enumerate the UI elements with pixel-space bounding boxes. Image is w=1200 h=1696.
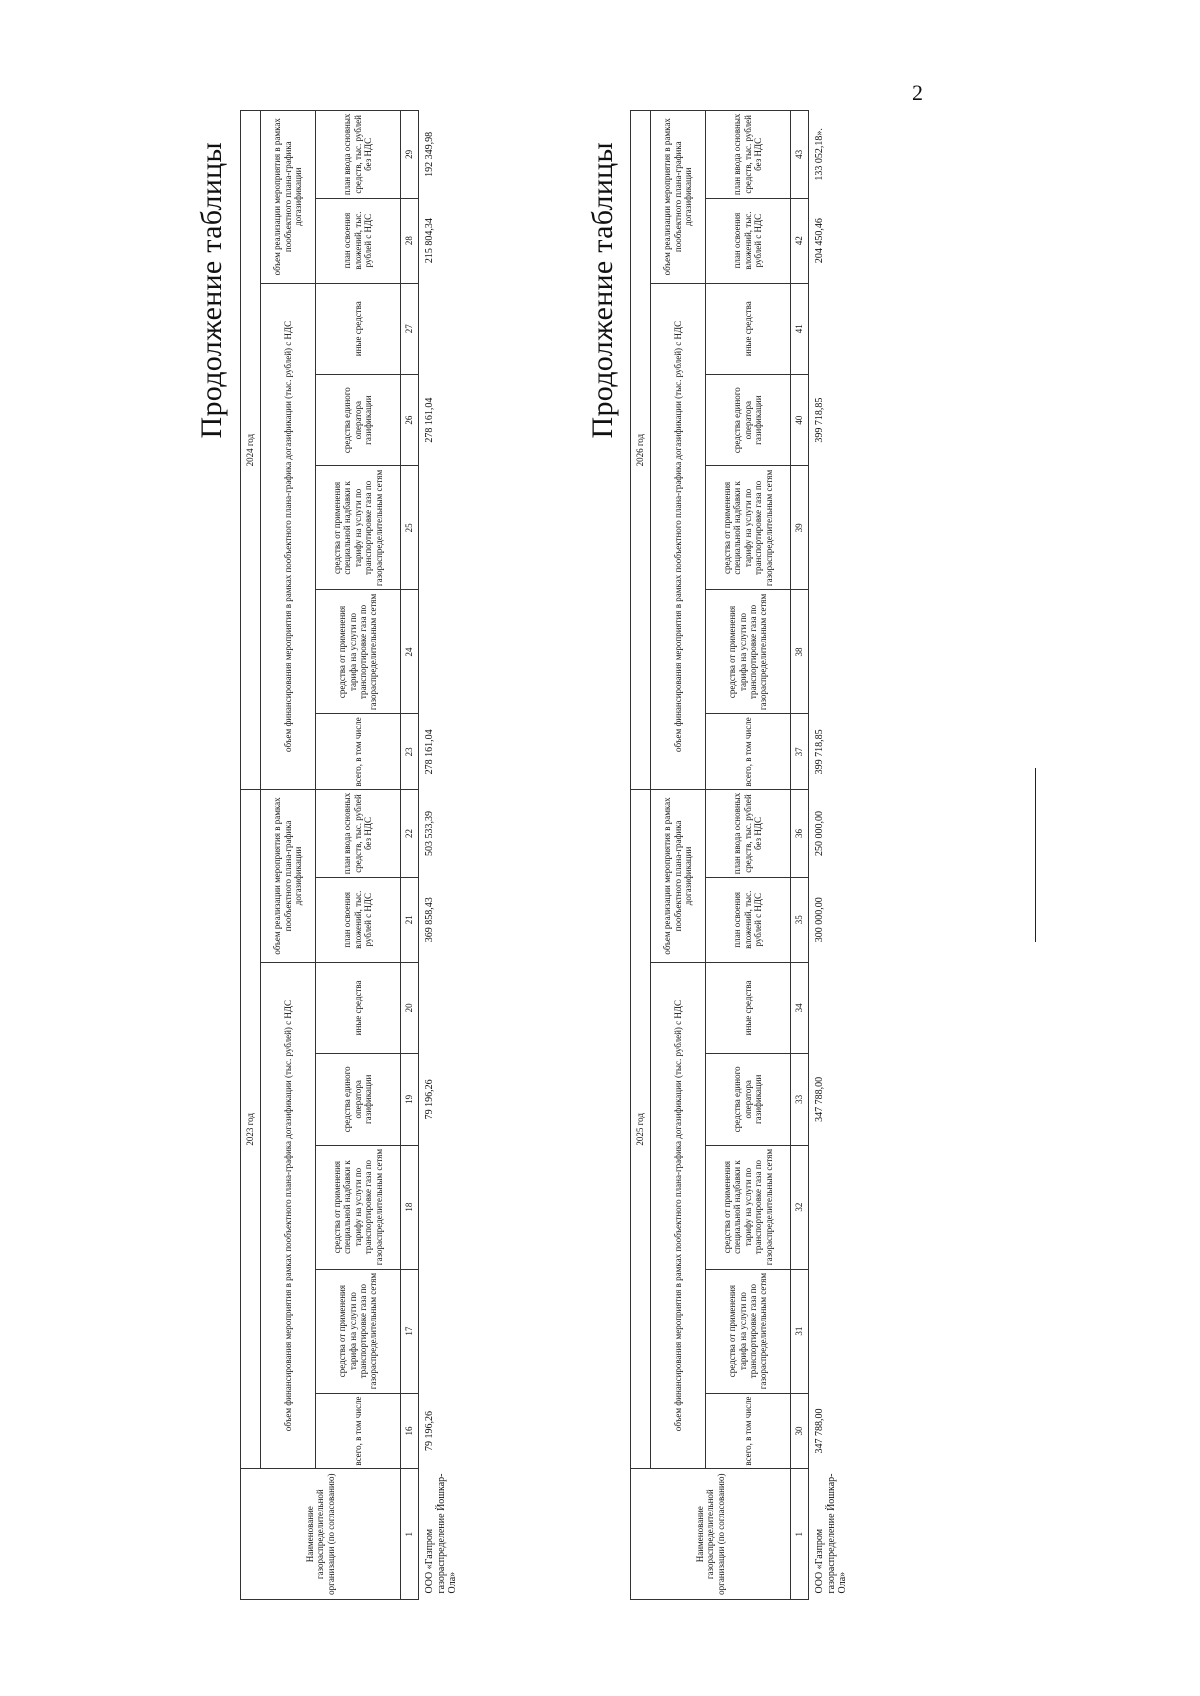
subheader-plan-assets: план ввода основных средств, тыс. рублей без НДС (316, 111, 401, 199)
value-cell (419, 283, 497, 374)
subheader-operator: средства единого оператора газификации (706, 1054, 791, 1145)
value-cell: 347 788,00 (814, 1076, 825, 1122)
value-cell (809, 283, 887, 374)
year-label: 2026 год (631, 111, 651, 790)
value-cell: 79 196,26 (424, 1411, 435, 1452)
financing-table-1 (240, 110, 496, 1600)
value-cell: 250 000,00 (814, 811, 825, 857)
value-cell: 79 196,26 (424, 1079, 435, 1120)
funding-header: объем финансирования мероприятия в рамках пообъектного плана-графика догазификации (тыс. рублей) с НДС (261, 283, 316, 790)
subheader-total: всего, в том числе (316, 714, 401, 790)
subheader-tariff: средства от применения тарифа на услуги по транспортировке газа по газораспределительным сетям (706, 1269, 791, 1393)
table-block-2 (630, 110, 970, 1600)
column-number: 41 (791, 283, 809, 374)
org-name: ООО «Газпром газораспределение Йошкар-Ола» (424, 1473, 458, 1594)
subheader-total: всего, в том числе (706, 714, 791, 790)
value-cell (809, 466, 887, 590)
column-number: 18 (401, 1145, 419, 1269)
subheader-operator: средства единого оператора газификации (316, 374, 401, 465)
org-name: ООО «Газпром газораспределение Йошкар-Ола» (814, 1473, 848, 1594)
subheader-tariff: средства от применения тарифа на услуги по транспортировке газа по газораспределительным сетям (706, 590, 791, 714)
column-number: 21 (401, 877, 419, 962)
value-cell (809, 962, 887, 1053)
volume-header: объем реализации мероприятия в рамках пообъектного плана-графика догазификации (651, 111, 706, 284)
funding-header: объем финансирования мероприятия в рамках пообъектного плана-графика догазификации (тыс. рублей) с НДС (651, 283, 706, 790)
column-number: 38 (791, 590, 809, 714)
volume-header: объем реализации мероприятия в рамках пообъектного плана-графика догазификации (651, 790, 706, 962)
column-number: 27 (401, 283, 419, 374)
subheader-plan-assets: план ввода основных средств, тыс. рублей без НДС (316, 790, 401, 878)
column-number: 20 (401, 962, 419, 1053)
column-number: 34 (791, 962, 809, 1053)
table-row (809, 111, 887, 1600)
subheader-special: средства от применения специальной надбавки к тарифу на услуги по транспортировке газа по газораспределительным сетям (316, 1145, 401, 1269)
year-label: 2024 год (241, 111, 261, 790)
subheader-plan-assets: план ввода основных средств, тыс. рублей без НДС (706, 790, 791, 878)
column-number: 24 (401, 590, 419, 714)
column-number: 36 (791, 790, 809, 878)
column-number: 1 (791, 1469, 809, 1600)
table-row (419, 111, 497, 1600)
value-cell (809, 1269, 887, 1393)
column-number: 42 (791, 198, 809, 283)
column-number: 29 (401, 111, 419, 199)
column-number: 1 (401, 1469, 419, 1600)
financing-table-2 (630, 110, 886, 1600)
subheader-total: всего, в том числе (316, 1393, 401, 1469)
value-cell: 192 349,98 (424, 131, 435, 177)
column-number: 32 (791, 1145, 809, 1269)
value-cell: 347 788,00 (814, 1408, 825, 1454)
column-number: 39 (791, 466, 809, 590)
value-cell: 278 161,04 (424, 397, 435, 443)
separator-line (1035, 768, 1036, 942)
value-cell (809, 1145, 887, 1269)
subheader-other: иные средства (316, 283, 401, 374)
subheader-tariff: средства от применения тарифа на услуги по транспортировке газа по газораспределительным сетям (316, 1269, 401, 1393)
value-cell (419, 1145, 497, 1269)
page-number: 2 (912, 80, 923, 105)
value-cell: 399 718,85 (814, 729, 825, 775)
value-cell: 204 450,46 (814, 218, 825, 264)
value-cell: 503 533,39 (424, 811, 435, 857)
org-header: Наименование газораспределительной организации (по согласованию) (241, 1469, 401, 1600)
value-cell: 215 804,34 (424, 218, 435, 264)
subheader-operator: средства единого оператора газификации (316, 1054, 401, 1145)
subheader-plan-assets: план ввода основных средств, тыс. рублей без НДС (706, 111, 791, 199)
subheader-other: иные средства (706, 283, 791, 374)
value-cell: 300 000,00 (814, 897, 825, 943)
subheader-special: средства от применения специальной надбавки к тарифу на услуги по транспортировке газа по газораспределительным сетям (316, 466, 401, 590)
column-number: 22 (401, 790, 419, 878)
column-number: 31 (791, 1269, 809, 1393)
subheader-plan-investment: план освоения вложений, тыс. рублей с НДС (706, 198, 791, 283)
subheader-total: всего, в том числе (706, 1393, 791, 1469)
column-number: 37 (791, 714, 809, 790)
value-cell: 278 161,04 (424, 729, 435, 775)
year-label: 2025 год (631, 790, 651, 1469)
column-number: 40 (791, 374, 809, 465)
column-number: 25 (401, 466, 419, 590)
subheader-plan-investment: план освоения вложений, тыс. рублей с НДС (706, 877, 791, 962)
column-number: 19 (401, 1054, 419, 1145)
column-number: 33 (791, 1054, 809, 1145)
value-cell: 133 052,18». (814, 128, 825, 181)
value-cell: 399 718,85 (814, 397, 825, 443)
column-number: 43 (791, 111, 809, 199)
subheader-tariff: средства от применения тарифа на услуги по транспортировке газа по газораспределительным сетям (316, 590, 401, 714)
subheader-other: иные средства (706, 962, 791, 1053)
subheader-plan-investment: план освоения вложений, тыс. рублей с НДС (316, 198, 401, 283)
column-number: 17 (401, 1269, 419, 1393)
funding-header: объем финансирования мероприятия в рамках пообъектного плана-графика догазификации (тыс. рублей) с НДС (651, 962, 706, 1469)
subheader-operator: средства единого оператора газификации (706, 374, 791, 465)
subheader-other: иные средства (316, 962, 401, 1053)
value-cell (419, 962, 497, 1053)
value-cell: 369 858,43 (424, 897, 435, 943)
value-cell (419, 590, 497, 714)
column-number: 16 (401, 1393, 419, 1469)
column-number: 28 (401, 198, 419, 283)
volume-header: объем реализации мероприятия в рамках пообъектного плана-графика догазификации (261, 790, 316, 962)
continuation-label-1: Продолжение таблицы (195, 141, 228, 439)
continuation-label-2-wrap (573, 80, 633, 500)
continuation-label-2: Продолжение таблицы (586, 141, 619, 439)
funding-header: объем финансирования мероприятия в рамках пообъектного плана-графика догазификации (тыс. рублей) с НДС (261, 962, 316, 1469)
value-cell (809, 590, 887, 714)
column-number: 26 (401, 374, 419, 465)
value-cell (419, 1269, 497, 1393)
value-cell (419, 466, 497, 590)
column-number: 23 (401, 714, 419, 790)
subheader-plan-investment: план освоения вложений, тыс. рублей с НДС (316, 877, 401, 962)
year-label: 2023 год (241, 790, 261, 1469)
column-number: 30 (791, 1393, 809, 1469)
column-number: 35 (791, 877, 809, 962)
continuation-label-1-wrap (182, 80, 242, 500)
subheader-special: средства от применения специальной надбавки к тарифу на услуги по транспортировке газа по газораспределительным сетям (706, 1145, 791, 1269)
volume-header: объем реализации мероприятия в рамках пообъектного плана-графика догазификации (261, 111, 316, 284)
table-block-1 (240, 110, 580, 1600)
subheader-special: средства от применения специальной надбавки к тарифу на услуги по транспортировке газа по газораспределительным сетям (706, 466, 791, 590)
org-header: Наименование газораспределительной организации (по согласованию) (631, 1469, 791, 1600)
